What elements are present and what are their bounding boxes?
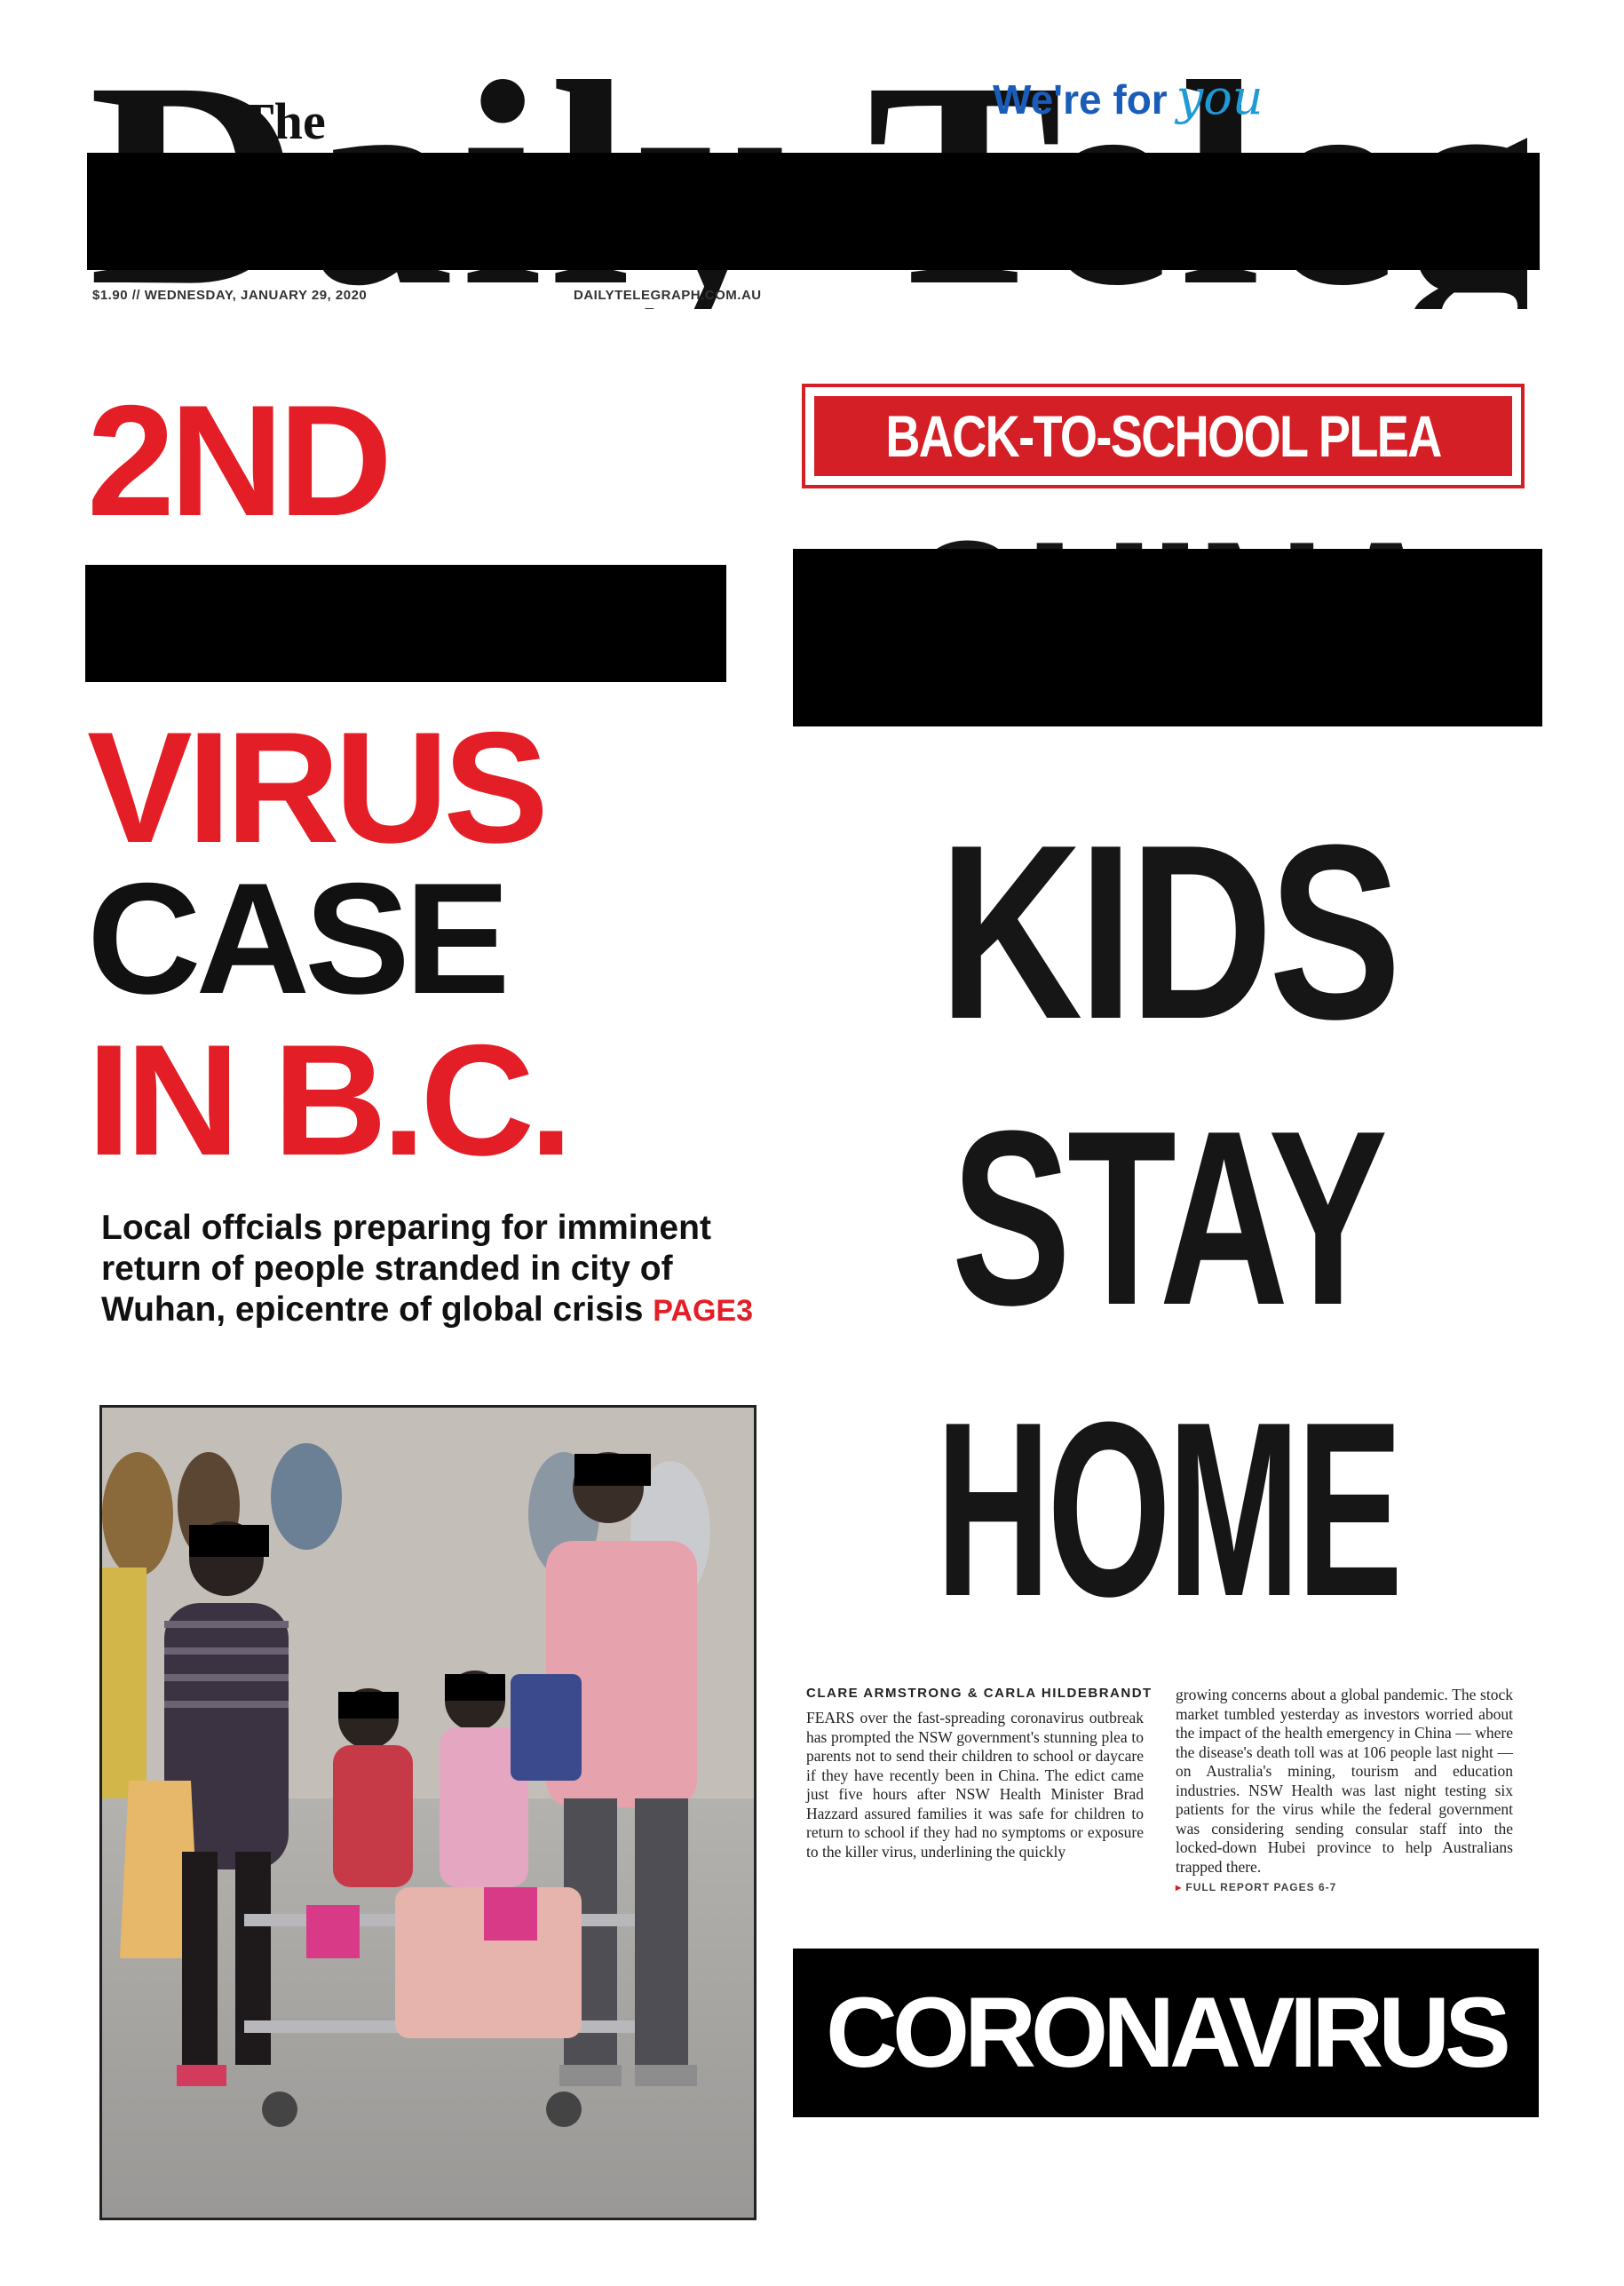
dateline: $1.90 // WEDNESDAY, JANUARY 29, 2020 [92,288,368,303]
news-photo [99,1405,757,2220]
arrow-icon: ▸ [1176,1881,1183,1893]
banner [793,1949,1539,2257]
redaction-bar [87,153,1540,270]
masthead-the: The [240,92,326,150]
left-headline-line: 2ND [87,372,388,549]
page-reference[interactable]: PAGE3 [653,1294,753,1328]
tagline-prefix: We're for [993,76,1168,123]
tagline [993,69,1264,125]
full-report-link[interactable] [1176,1878,1513,1898]
kicker-text: BACK-TO-SCHOOL PLEA [885,403,1441,469]
right-headline-word: HOME [935,1371,1400,1648]
byline: CLARE ARMSTRONG & CARLA HILDEBRANDT [806,1686,1153,1701]
redaction-bar [85,565,726,682]
article-column-2-text: growing concerns about a global pandemic. The stock market tumbled yesterday as investors worried about the impact of the health emergency in China — where the disease's death toll was at 106 people last night — on Australia's mining, tourism and education industries. NSW Health was last night testing six patients for the virus while the federal government was considering sending consular staff into the locked-down Hubei province to help Australians trapped there. [1176,1686,1513,1876]
left-headline-line: VIRUS [87,699,543,876]
photo-illustration [102,1408,754,2218]
right-headline-word: STAY [951,1080,1384,1357]
left-headline-line: IN B.C. [87,1012,568,1188]
kicker-badge [802,384,1525,488]
full-report-text: FULL REPORT PAGES 6-7 [1185,1881,1337,1893]
right-headline-line [793,1080,1542,1357]
banner-text: CORONAVIRUS THREAT [826,1977,1506,2257]
right-headline-word: KIDS [939,794,1397,1071]
right-headline-line [793,794,1542,1071]
tagline-script: you [1176,69,1264,125]
kicker-background [814,396,1512,476]
subdeck-text: Local offcials preparing for imminent return of people stranded in city of Wuhan, epicentre of global crisis [101,1209,711,1329]
website: DAILYTELEGRAPH.COM.AU [574,288,762,303]
right-headline-line [793,1371,1542,1648]
left-headline-line: CASE [87,850,505,1027]
article-column-1: FEARS over the fast-spreading coronavirus outbreak has prompted the NSW government's stunning plea to parents not to send their children to school or daycare if they have recently been in China. The edict came just five hours after NSW Health Minister Brad Hazzard assured families it was safe for children to return to school if they had no symptoms or exposure to the killer virus, underlining the quickly [806,1709,1144,1861]
redaction-bar [793,549,1542,726]
subdeck [101,1208,758,1331]
article-column-2 [1176,1686,1513,1898]
